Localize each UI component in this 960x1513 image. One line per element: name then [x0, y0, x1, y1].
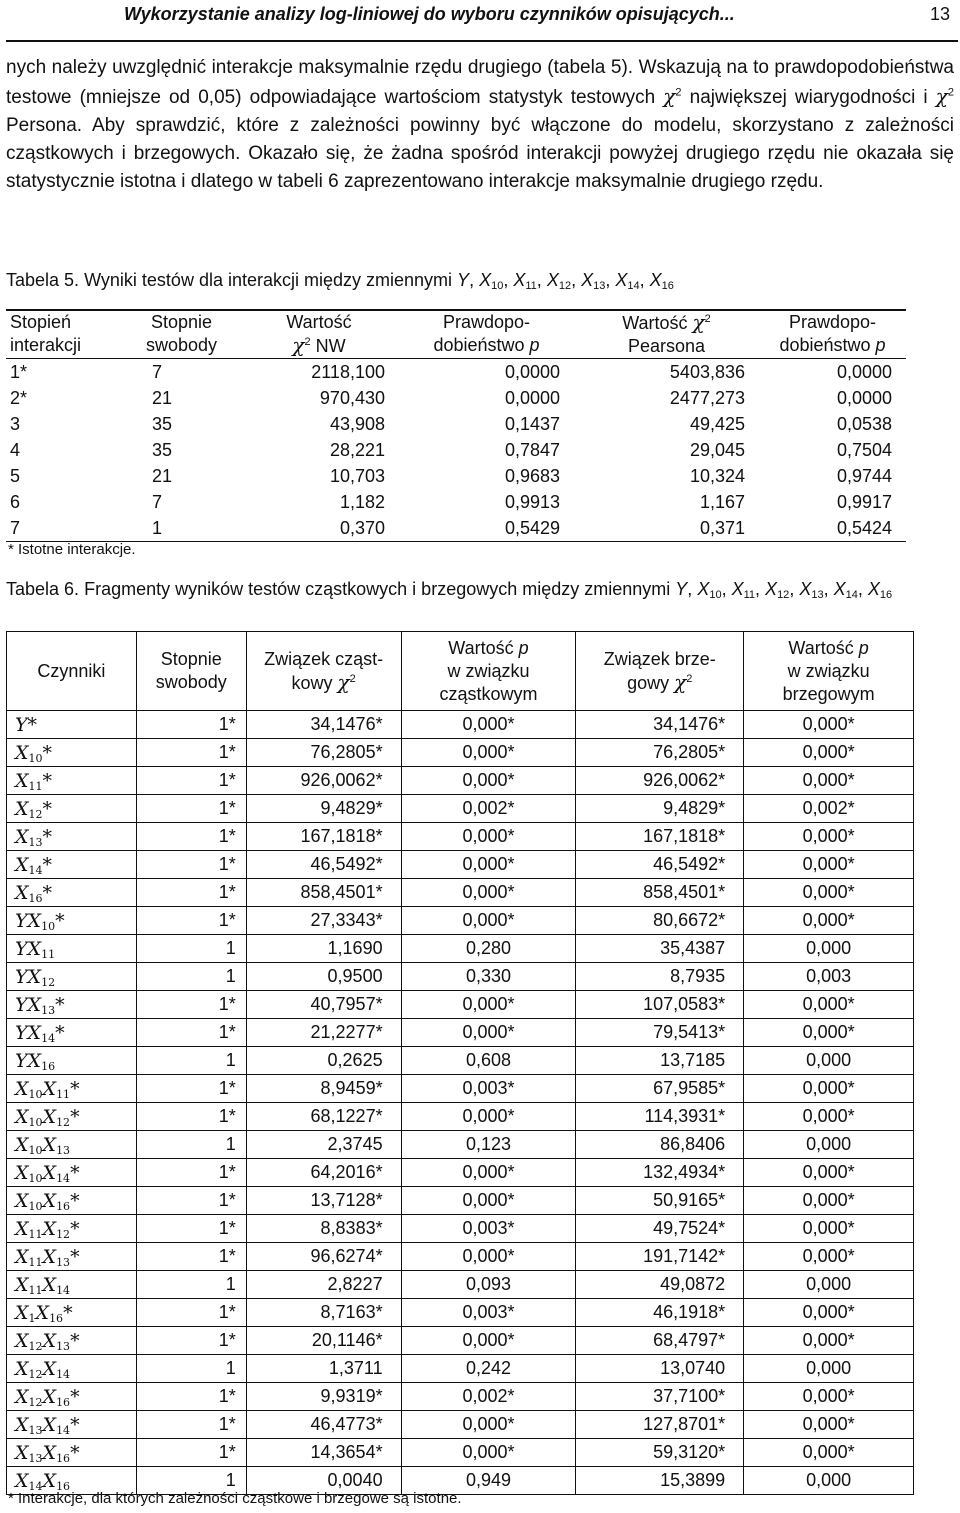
table-cell: 35: [152, 440, 173, 460]
factor-cell: $YX_{13}*$: [7, 991, 137, 1019]
table-cell: 1*: [136, 1103, 246, 1131]
paragraph-text-3: Persona. Aby sprawdzić, które z zależności powinny być włączone do modelu, skorzystano z zależności cząstkowych i brzegowych. Okazało się, że żadna spośród interakcji powyżej drugiego rzędu nie okazała się statystycznie istotna i dlatego w tabeli 6 zaprezentowano interakcje maksymalnie drugiego rzędu.: [6, 115, 954, 192]
table-cell: 1*: [136, 711, 246, 739]
table6-footnote: * Interakcje, dla których zależności cząstkowe i brzegowe są istotne.: [8, 1490, 462, 1507]
table-cell: 1: [136, 963, 246, 991]
table-cell: 1*: [136, 991, 246, 1019]
table-cell: 79,5413*: [576, 1019, 744, 1047]
table-cell: 0,000*: [744, 823, 914, 851]
variable-name: X: [867, 579, 880, 599]
table-cell: 0,1437: [504, 414, 560, 434]
table-cell: 3: [10, 414, 21, 434]
table-cell: 0,000*: [744, 1103, 914, 1131]
table-row: [7, 935, 914, 963]
table-cell: 0,0000: [836, 388, 892, 408]
table-row: [7, 1243, 914, 1271]
col-marginal-header: Związek brze- gowy $\chi^2$: [576, 632, 744, 711]
table-row: [7, 1187, 914, 1215]
table-cell: 1*: [136, 1299, 246, 1327]
table-cell: 127,8701*: [576, 1411, 744, 1439]
table-cell: 0,000*: [744, 879, 914, 907]
col-pearson-header: Wartość $\chi^2$ Pearsona: [622, 310, 711, 356]
table-cell: 21: [152, 466, 173, 486]
col-degree-header: Stopień interakcji: [10, 312, 82, 355]
variable-name: X: [833, 579, 846, 599]
table-cell: 0,9917: [836, 492, 892, 512]
table-cell: 7: [152, 362, 163, 382]
factor-cell: $X_{16}*$: [7, 879, 137, 907]
table-cell: 1*: [136, 767, 246, 795]
table-row: [7, 711, 914, 739]
table-row: [7, 1411, 914, 1439]
paragraph-text-2: największej wiarygodności i: [689, 87, 928, 108]
table-cell: 0,000*: [744, 1215, 914, 1243]
table-cell: 10,703: [329, 466, 385, 486]
factor-cell: $X_{14}X_{16}$: [7, 1467, 137, 1495]
table-cell: 27,3343*: [246, 907, 401, 935]
table-cell: 59,3120*: [576, 1439, 744, 1467]
table-cell: 10,324: [689, 466, 745, 486]
table-cell: 4: [10, 440, 21, 460]
table-cell: 0,002*: [401, 1383, 576, 1411]
table-cell: 46,1918*: [576, 1299, 744, 1327]
table5-header-row: [6, 310, 906, 359]
table-cell: 0,003: [744, 963, 914, 991]
factor-cell: $YX_{14}*$: [7, 1019, 137, 1047]
table-cell: 13,7128*: [246, 1187, 401, 1215]
factor-cell: $YX_{16}$: [7, 1047, 137, 1075]
factor-cell: $X_{10}*$: [7, 739, 137, 767]
table-row: [7, 1047, 914, 1075]
body-paragraph: [6, 54, 954, 196]
table-cell: 49,0872: [576, 1271, 744, 1299]
table-cell: 64,2016*: [246, 1159, 401, 1187]
table-cell: 1: [136, 1047, 246, 1075]
table-cell: 0,000: [744, 1271, 914, 1299]
variable-name: X: [799, 579, 812, 599]
table-cell: 0,000: [744, 1355, 914, 1383]
table-cell: 1*: [136, 1439, 246, 1467]
table-row: [7, 1131, 914, 1159]
col-p-marginal-header: Wartość p w związku brzegowym: [744, 632, 914, 711]
table-cell: 29,045: [689, 440, 745, 460]
factor-cell: $X_{12}X_{16}*$: [7, 1383, 137, 1411]
table-row: [7, 907, 914, 935]
factor-cell: $X_{14}*$: [7, 851, 137, 879]
table-cell: 0,000*: [401, 1187, 576, 1215]
table-cell: 1,182: [339, 492, 385, 512]
table-row: [7, 1075, 914, 1103]
table-row: [7, 879, 914, 907]
table-cell: 6: [10, 492, 21, 512]
table-cell: 0,5429: [504, 518, 560, 538]
table-cell: 1*: [136, 1075, 246, 1103]
table-cell: 0,0000: [504, 362, 560, 382]
table-cell: 0,0538: [836, 414, 892, 434]
table-cell: 43,908: [329, 414, 385, 434]
table-cell: 858,4501*: [246, 879, 401, 907]
table-cell: 9,4829*: [576, 795, 744, 823]
factor-cell: $YX_{12}$: [7, 963, 137, 991]
table-cell: 1*: [136, 1327, 246, 1355]
table-cell: 46,5492*: [246, 851, 401, 879]
table-cell: 13,7185: [576, 1047, 744, 1075]
table-cell: 96,6274*: [246, 1243, 401, 1271]
col-p-nw-header: Prawdopo- dobieństwo p: [433, 312, 540, 355]
table-cell: 0,000*: [401, 991, 576, 1019]
table-cell: 34,1476*: [246, 711, 401, 739]
table-cell: 0,000*: [744, 1187, 914, 1215]
table-row: [6, 463, 906, 489]
variable-name: X: [615, 270, 628, 290]
table-cell: 0,9500: [246, 963, 401, 991]
table-cell: 167,1818*: [246, 823, 401, 851]
table-row: [6, 385, 906, 411]
table-cell: 0,280: [401, 935, 576, 963]
factor-cell: $X_{12}X_{14}$: [7, 1355, 137, 1383]
table-row: [6, 411, 906, 437]
factor-cell: $X_{10}X_{12}*$: [7, 1103, 137, 1131]
col-partial-header: Związek cząst- kowy $\chi^2$: [246, 632, 401, 711]
table-cell: 1*: [136, 851, 246, 879]
factor-cell: $X_{12}*$: [7, 795, 137, 823]
table-cell: 0,000*: [401, 907, 576, 935]
running-header: [6, 0, 958, 42]
table-row: [7, 767, 914, 795]
table-cell: 20,1146*: [246, 1327, 401, 1355]
table-cell: 0,000*: [744, 1327, 914, 1355]
table5-caption-label: Tabela 5.: [6, 270, 80, 290]
factor-cell: $X_1X_{16}*$: [7, 1299, 137, 1327]
table-cell: 2,3745: [246, 1131, 401, 1159]
table-cell: 2*: [10, 388, 28, 408]
table-cell: 86,8406: [576, 1131, 744, 1159]
col-nw-header: Wartość $\chi^2$ NW: [286, 312, 352, 357]
table-cell: 0,002*: [744, 795, 914, 823]
table-cell: 1*: [136, 1019, 246, 1047]
table-cell: 0,000: [744, 935, 914, 963]
chi-symbol: χ: [663, 84, 676, 108]
table-cell: 35: [152, 414, 173, 434]
table-cell: 1*: [136, 823, 246, 851]
table-cell: 0,000*: [401, 851, 576, 879]
table-cell: 0,000: [744, 1047, 914, 1075]
variable-name: X: [697, 579, 710, 599]
table-cell: 68,1227*: [246, 1103, 401, 1131]
variable-name: X: [765, 579, 778, 599]
table-cell: 0,000*: [401, 1327, 576, 1355]
table-cell: 0,5424: [836, 518, 892, 538]
table-row: [7, 1103, 914, 1131]
table-row: [7, 851, 914, 879]
table-cell: 0,7504: [836, 440, 892, 460]
table-cell: 1*: [136, 795, 246, 823]
table-cell: 0,000: [744, 1131, 914, 1159]
table-cell: 0,000: [744, 1467, 914, 1495]
table-cell: 0,000*: [744, 1159, 914, 1187]
table-cell: 8,8383*: [246, 1215, 401, 1243]
table-cell: 8,9459*: [246, 1075, 401, 1103]
table-cell: 1: [136, 935, 246, 963]
table-cell: 191,7142*: [576, 1243, 744, 1271]
table-cell: 2477,273: [669, 388, 745, 408]
variable-name: Y: [675, 579, 688, 599]
factor-cell: $X_{10}X_{13}$: [7, 1131, 137, 1159]
factor-cell: $X_{11}*$: [7, 767, 137, 795]
table-cell: 1,1690: [246, 935, 401, 963]
table-cell: 0,000*: [744, 1299, 914, 1327]
table-cell: 2,8227: [246, 1271, 401, 1299]
table-cell: 34,1476*: [576, 711, 744, 739]
table-cell: 0,000*: [401, 1103, 576, 1131]
table-cell: 0,000*: [744, 1075, 914, 1103]
factor-cell: $X_{11}X_{13}*$: [7, 1243, 137, 1271]
table-cell: 49,425: [689, 414, 745, 434]
table-cell: 114,3931*: [576, 1103, 744, 1131]
table-cell: 0,0040: [246, 1467, 401, 1495]
table-cell: 40,7957*: [246, 991, 401, 1019]
table-row: [7, 991, 914, 1019]
table-cell: 1,167: [699, 492, 745, 512]
table-cell: 0,9744: [836, 466, 892, 486]
table-row: [6, 359, 906, 386]
table-cell: 0,000*: [744, 907, 914, 935]
table-cell: 0,2625: [246, 1047, 401, 1075]
table-cell: 0,000*: [401, 1439, 576, 1467]
variable-name: X: [513, 270, 526, 290]
table6: [6, 631, 914, 1495]
table-cell: 13,0740: [576, 1355, 744, 1383]
table-cell: 1,3711: [246, 1355, 401, 1383]
table-cell: 0,000*: [401, 1019, 576, 1047]
table-row: [7, 1439, 914, 1467]
table-cell: 0,000*: [401, 879, 576, 907]
table5-footnote: * Istotne interakcje.: [8, 541, 136, 558]
paragraph-text-1: nych należy uwzględnić interakcje maksymalnie rzędu drugiego (tabela 5). Wskazują na to prawdopodobieństwa testowe (mniejsze od 0,05) odpowiadające wartościom statystyk testowych: [6, 57, 954, 108]
table-cell: 1: [136, 1131, 246, 1159]
table6-caption: [6, 577, 892, 601]
table-cell: 0,371: [699, 518, 745, 538]
table6-caption-text: Fragmenty wyników testów cząstkowych i brzegowych między zmiennymi: [84, 579, 671, 599]
table-cell: 0,9683: [504, 466, 560, 486]
table-cell: 0,949: [401, 1467, 576, 1495]
table-cell: 0,000*: [401, 767, 576, 795]
col-df-header: Stopnie swobody: [136, 632, 246, 711]
table-cell: 0,003*: [401, 1299, 576, 1327]
table-cell: 0,330: [401, 963, 576, 991]
table-cell: 167,1818*: [576, 823, 744, 851]
factor-cell: $YX_{10}*$: [7, 907, 137, 935]
table-cell: 7: [152, 492, 163, 512]
table-cell: 5: [10, 466, 21, 486]
table-cell: 1*: [136, 1243, 246, 1271]
table-cell: 1: [136, 1271, 246, 1299]
table-cell: 9,4829*: [246, 795, 401, 823]
table-cell: 0,000*: [401, 1411, 576, 1439]
table-row: [7, 963, 914, 991]
table-cell: 0,000*: [744, 991, 914, 1019]
table-cell: 0,9913: [504, 492, 560, 512]
table-cell: 28,221: [329, 440, 385, 460]
table-row: [6, 515, 906, 542]
table-cell: 0,000*: [744, 1019, 914, 1047]
table-cell: 8,7935: [576, 963, 744, 991]
table-cell: 9,9319*: [246, 1383, 401, 1411]
table-cell: 0,242: [401, 1355, 576, 1383]
table6-caption-vars: Y, $X_{10}$, $X_{11}$, $X_{12}$, $X_{13}$, $X_{14}$, $X_{16}$: [675, 579, 893, 601]
table-cell: 1*: [136, 1159, 246, 1187]
variable-name: Y: [457, 270, 470, 290]
table5: [6, 309, 906, 542]
col-p-pearson-header: Prawdopo- dobieństwo p: [779, 312, 886, 355]
table-cell: 49,7524*: [576, 1215, 744, 1243]
table-cell: 1*: [136, 1187, 246, 1215]
table6-caption-label: Tabela 6.: [6, 579, 80, 599]
table-cell: 0,370: [339, 518, 385, 538]
factor-cell: $X_{12}X_{13}*$: [7, 1327, 137, 1355]
table-cell: 14,3654*: [246, 1439, 401, 1467]
table-cell: 1: [152, 518, 163, 538]
table-cell: 21,2277*: [246, 1019, 401, 1047]
table-cell: 1: [136, 1467, 246, 1495]
factor-cell: $X_{10}X_{14}*$: [7, 1159, 137, 1187]
factor-cell: $X_{13}X_{14}*$: [7, 1411, 137, 1439]
table-row: [6, 437, 906, 463]
table-cell: 0,000*: [744, 1383, 914, 1411]
table-cell: 0,000*: [744, 739, 914, 767]
table-cell: 35,4387: [576, 935, 744, 963]
table-cell: 0,000*: [744, 851, 914, 879]
table-cell: 46,5492*: [576, 851, 744, 879]
table-cell: 0,000*: [401, 739, 576, 767]
table-row: [7, 1019, 914, 1047]
table-cell: 0,000*: [744, 1411, 914, 1439]
factor-cell: $YX_{11}$: [7, 935, 137, 963]
table-cell: 76,2805*: [576, 739, 744, 767]
col-p-partial-header: Wartość p w związku cząstkowym: [401, 632, 576, 711]
table-cell: 858,4501*: [576, 879, 744, 907]
factor-cell: $X_{11}X_{14}$: [7, 1271, 137, 1299]
table-cell: 5403,836: [669, 362, 745, 382]
variable-name: X: [649, 270, 662, 290]
table-cell: 37,7100*: [576, 1383, 744, 1411]
table-cell: 1*: [136, 1411, 246, 1439]
table-cell: 0,7847: [504, 440, 560, 460]
factor-cell: $X_{10}X_{16}*$: [7, 1187, 137, 1215]
table-row: [7, 1299, 914, 1327]
table-cell: 0,608: [401, 1047, 576, 1075]
table-cell: 80,6672*: [576, 907, 744, 935]
chi-exponent: 2: [675, 86, 682, 99]
factor-cell: $X_{11}X_{12}*$: [7, 1215, 137, 1243]
table5-caption-text: Wyniki testów dla interakcji między zmiennymi: [84, 270, 453, 290]
table-row: [7, 1383, 914, 1411]
table-cell: 8,7163*: [246, 1299, 401, 1327]
chi-symbol: χ: [935, 84, 948, 108]
table-cell: 107,0583*: [576, 991, 744, 1019]
table-cell: 1*: [10, 362, 28, 382]
table-cell: 0,123: [401, 1131, 576, 1159]
table-cell: 67,9585*: [576, 1075, 744, 1103]
table-cell: 0,0000: [836, 362, 892, 382]
table-cell: 0,000*: [401, 1243, 576, 1271]
variable-name: X: [546, 270, 559, 290]
table-row: [7, 795, 914, 823]
table-cell: 0,002*: [401, 795, 576, 823]
table-cell: 1: [136, 1355, 246, 1383]
table-row: [6, 489, 906, 515]
variable-name: X: [581, 270, 594, 290]
table-cell: 0,000*: [401, 711, 576, 739]
variable-name: X: [731, 579, 744, 599]
table-cell: 0,093: [401, 1271, 576, 1299]
table-cell: 0,0000: [504, 388, 560, 408]
table-cell: 15,3899: [576, 1467, 744, 1495]
table-cell: 1*: [136, 907, 246, 935]
table-cell: 926,0062*: [246, 767, 401, 795]
table-cell: 1*: [136, 1215, 246, 1243]
col-df-header: Stopnie swobody: [145, 312, 218, 355]
table-cell: 68,4797*: [576, 1327, 744, 1355]
table-cell: 0,000*: [744, 767, 914, 795]
factor-cell: Y*: [7, 711, 137, 739]
table-cell: 21: [152, 388, 173, 408]
table-cell: 1*: [136, 1383, 246, 1411]
table-cell: 46,4773*: [246, 1411, 401, 1439]
table-row: [7, 823, 914, 851]
table-cell: 76,2805*: [246, 739, 401, 767]
table-row: [7, 1327, 914, 1355]
factor-cell: $X_{13}*$: [7, 823, 137, 851]
table-cell: 0,000*: [744, 1243, 914, 1271]
table-cell: 0,003*: [401, 1075, 576, 1103]
table-cell: 1*: [136, 879, 246, 907]
table-row: [7, 739, 914, 767]
table-cell: 7: [10, 518, 21, 538]
table-cell: 0,000*: [401, 1159, 576, 1187]
table6-header-row: [7, 632, 914, 711]
page-number: 13: [929, 4, 950, 24]
table-row: [7, 1215, 914, 1243]
chi-exponent: 2: [947, 86, 954, 99]
table-cell: 0,003*: [401, 1215, 576, 1243]
table-cell: 1*: [136, 739, 246, 767]
table-cell: 970,430: [319, 388, 385, 408]
variable-name: X: [479, 270, 492, 290]
table-cell: 50,9165*: [576, 1187, 744, 1215]
table-cell: 132,4934*: [576, 1159, 744, 1187]
col-factors-header: Czynniki: [7, 632, 137, 711]
table5-caption: [6, 268, 674, 292]
table-cell: 0,000*: [744, 711, 914, 739]
table-row: [7, 1159, 914, 1187]
table-row: [7, 1355, 914, 1383]
table-cell: 0,000*: [401, 823, 576, 851]
factor-cell: $X_{10}X_{11}*$: [7, 1075, 137, 1103]
running-title: Wykorzystanie analizy log-liniowej do wyboru czynników opisujących...: [124, 4, 735, 24]
factor-cell: $X_{13}X_{16}*$: [7, 1439, 137, 1467]
table-cell: 926,0062*: [576, 767, 744, 795]
table-cell: 0,000*: [744, 1439, 914, 1467]
table-row: [7, 1271, 914, 1299]
table5-caption-vars: Y, $X_{10}$, $X_{11}$, $X_{12}$, $X_{13}$, $X_{14}$, $X_{16}$: [457, 270, 674, 292]
table-cell: 2118,100: [311, 362, 385, 382]
